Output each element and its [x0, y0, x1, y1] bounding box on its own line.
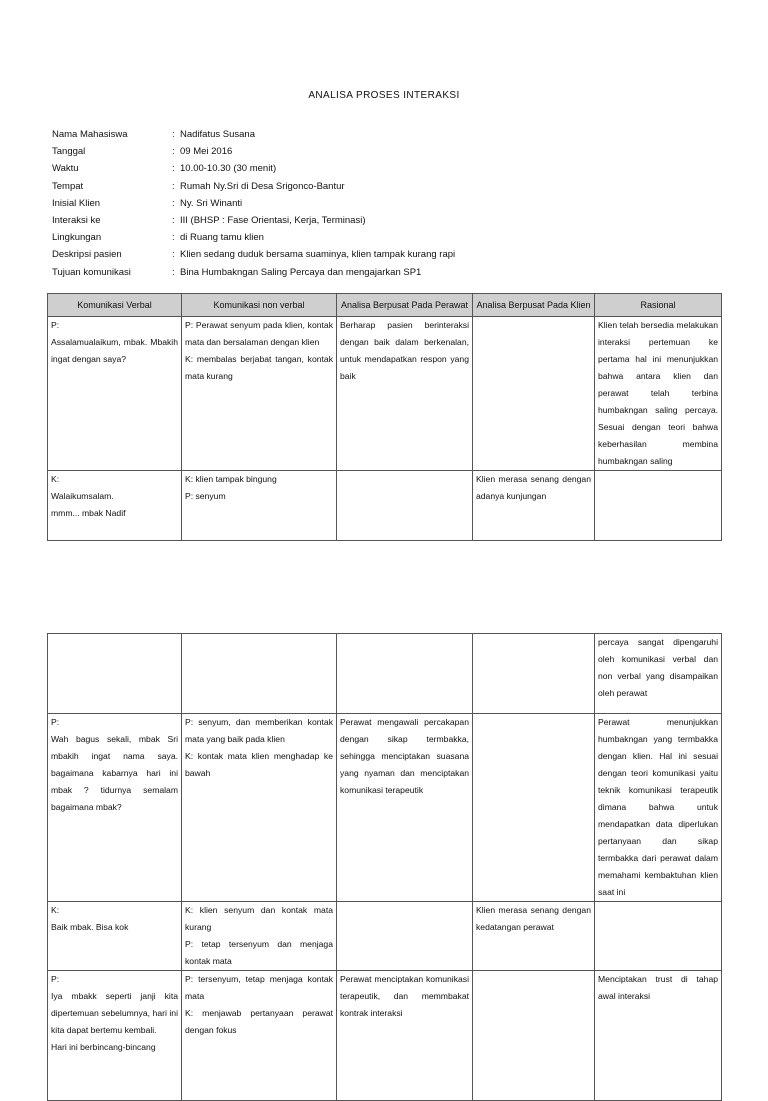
info-row: [52, 178, 732, 195]
cell-verbal: [48, 471, 182, 541]
info-row: [52, 246, 732, 263]
info-colon: :: [172, 129, 175, 141]
info-row: [52, 160, 732, 177]
cell-text: P:: [51, 974, 60, 984]
cell-klien: [473, 971, 595, 1101]
cell-text: P:: [51, 717, 60, 727]
cell-perawat: [337, 902, 473, 971]
header-analisa-perawat: Analisa Berpusat Pada Perawat: [337, 294, 473, 317]
cell-text: Hari ini berbincang-bincang: [51, 1042, 156, 1052]
cell-text: P: tetap tersenyum dan menjaga kontak mata: [185, 939, 333, 966]
table-row: [48, 634, 722, 714]
info-value: Rumah Ny.Sri di Desa Srigonco-Bantur: [180, 180, 345, 192]
cell-klien: [473, 317, 595, 471]
info-value: III (BHSP : Fase Orientasi, Kerja, Terminasi): [180, 215, 366, 227]
cell-rasional: [595, 714, 722, 902]
cell-nonverbal: [182, 634, 337, 714]
cell-text: P: senyum: [185, 491, 226, 501]
cell-nonverbal: [182, 714, 337, 902]
info-label: Nama Mahasiswa: [52, 129, 128, 141]
info-value: Nadifatus Susana: [180, 129, 255, 141]
header-analisa-klien: Analisa Berpusat Pada Klien: [473, 294, 595, 317]
info-value: Ny. Sri Winanti: [180, 197, 243, 209]
info-colon: :: [172, 146, 175, 158]
cell-verbal: [48, 714, 182, 902]
cell-text: percaya sangat dipengaruhi oleh komunikasi verbal dan non verbal yang disampaikan oleh perawat: [598, 637, 718, 698]
interaction-table-page-1: [47, 293, 722, 541]
cell-text: Baik mbak. Bisa kok: [51, 922, 129, 932]
cell-klien: [473, 634, 595, 714]
cell-perawat: [337, 634, 473, 714]
cell-rasional: [595, 971, 722, 1101]
cell-rasional: [595, 634, 722, 714]
table-row: [48, 714, 722, 902]
info-label: Inisial Klien: [52, 197, 101, 209]
header-rasional: Rasional: [595, 294, 722, 317]
info-value: 10.00-10.30 (30 menit): [180, 163, 277, 175]
cell-text: Walaikumsalam.: [51, 491, 114, 501]
info-label: Tempat: [52, 180, 84, 192]
cell-verbal: [48, 902, 182, 971]
cell-verbal: [48, 317, 182, 471]
cell-verbal: [48, 634, 182, 714]
info-label: Waktu: [52, 163, 79, 175]
cell-perawat: [337, 471, 473, 541]
info-label: Tanggal: [52, 146, 86, 158]
cell-rasional: [595, 471, 722, 541]
interaction-table-page-2: [47, 633, 722, 1101]
info-value: Bina Humbakngan Saling Percaya dan mengajarkan SP1: [180, 266, 422, 278]
cell-text: Perawat mengawali percakapan dengan sikap termbakka, sehingga menciptakan suasana yang nyaman dan menciptakan komunikasi terapeutik: [340, 717, 469, 795]
header-verbal: Komunikasi Verbal: [48, 294, 182, 317]
cell-text: P: Perawat senyum pada klien, kontak mata dan bersalaman dengan klien: [185, 320, 333, 347]
cell-text: K: kontak mata klien menghadap ke bawah: [185, 751, 333, 778]
cell-text: K: klien senyum dan kontak mata kurang: [185, 905, 333, 932]
info-row: [52, 195, 732, 212]
cell-perawat: [337, 714, 473, 902]
info-row: [52, 264, 732, 281]
cell-nonverbal: [182, 317, 337, 471]
cell-klien: [473, 902, 595, 971]
cell-text: Assalamualaikum, mbak. Mbakih ingat dengan saya?: [51, 337, 178, 364]
info-label: Lingkungan: [52, 232, 102, 244]
info-colon: :: [172, 197, 175, 209]
info-colon: :: [172, 232, 175, 244]
cell-text: Wah bagus sekali, mbak Sri mbakih ingat nama saya. bagaimana kabarnya hari ini mbak ? tidurnya semalam bagaimana mbak?: [51, 734, 178, 812]
info-colon: :: [172, 266, 175, 278]
cell-text: K: klien tampak bingung: [185, 474, 277, 484]
info-label: Tujuan komunikasi: [52, 266, 131, 278]
table-row: [48, 971, 722, 1101]
info-row: [52, 212, 732, 229]
cell-perawat: [337, 317, 473, 471]
cell-text: Berharap pasien berinteraksi dengan baik dalam berkenalan, untuk mendapatkan respon yang baik: [340, 320, 469, 381]
cell-nonverbal: [182, 902, 337, 971]
cell-verbal: [48, 971, 182, 1101]
info-value: 09 Mei 2016: [180, 146, 233, 158]
info-label: Interaksi ke: [52, 215, 101, 227]
cell-text: Menciptakan trust di tahap awal interaksi: [598, 974, 718, 1001]
interaction-info: [52, 126, 732, 281]
cell-text: Klien merasa senang dengan kedatangan perawat: [476, 905, 591, 932]
cell-rasional: [595, 317, 722, 471]
info-colon: :: [172, 249, 175, 261]
cell-text: Klien telah bersedia melakukan interaksi pertemuan ke pertama hal ini menunjukkan bahwa antara klien dan perawat telah terbina humbakngan saling percaya. Sesuai dengan teori bahwa keberhasilan membina humbakngan saling: [598, 320, 718, 466]
table-row: [48, 902, 722, 971]
info-label: Deskripsi pasien: [52, 249, 122, 261]
document-title: ANALISA PROSES INTERAKSI: [308, 90, 460, 101]
cell-text: mmm... mbak Nadif: [51, 508, 126, 518]
header-nonverbal: Komunikasi non verbal: [182, 294, 337, 317]
cell-text: K: membalas berjabat tangan, kontak mata kurang: [185, 354, 333, 381]
info-colon: :: [172, 180, 175, 192]
info-colon: :: [172, 163, 175, 175]
cell-rasional: [595, 902, 722, 971]
table-row: [48, 317, 722, 471]
cell-text: P:: [51, 320, 60, 330]
cell-text: Iya mbakk seperti janji kita dipertemuan sebelumnya, hari ini kita dapat bertemu kembali.: [51, 991, 178, 1035]
table-row: [48, 471, 722, 541]
info-row: [52, 143, 732, 160]
cell-text: P: senyum, dan memberikan kontak mata yang baik pada klien: [185, 717, 333, 744]
cell-perawat: [337, 971, 473, 1101]
info-value: Klien sedang duduk bersama suaminya, klien tampak kurang rapi: [180, 249, 456, 261]
info-row: [52, 126, 732, 143]
cell-klien: [473, 714, 595, 902]
info-value: di Ruang tamu klien: [180, 232, 264, 244]
table-header-row: [48, 294, 722, 317]
cell-text: P: tersenyum, tetap menjaga kontak mata: [185, 974, 333, 1001]
cell-nonverbal: [182, 471, 337, 541]
cell-text: Perawat menciptakan komunikasi terapeutik, dan memmbakat kontrak interaksi: [340, 974, 469, 1018]
cell-text: K:: [51, 905, 60, 915]
info-row: [52, 229, 732, 246]
cell-text: Klien merasa senang dengan adanya kunjungan: [476, 474, 591, 501]
cell-text: K: menjawab pertanyaan perawat dengan fokus: [185, 1008, 333, 1035]
cell-nonverbal: [182, 971, 337, 1101]
cell-klien: [473, 471, 595, 541]
cell-text: K:: [51, 474, 60, 484]
info-colon: :: [172, 215, 175, 227]
cell-text: Perawat menunjukkan humbakngan yang termbakka dengan klien. Hal ini sesuai dengan teori komunikasi yaitu teknik komunikasi terapeutik dimana bahwa untuk mendapatkan data diperlukan pertanyaan dan sikap termbakka dari perawat dalam memahami kembaktuhan klien saat ini: [598, 717, 718, 897]
